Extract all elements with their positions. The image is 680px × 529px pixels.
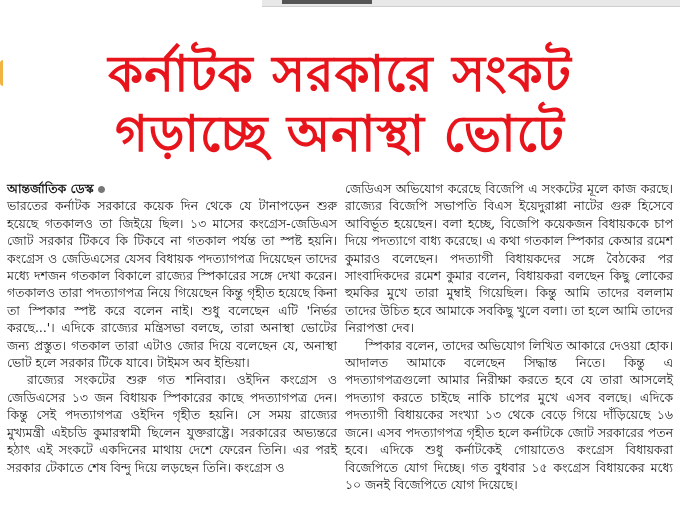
- article-column-right: [345, 180, 673, 493]
- paragraph: রাজ্যের সংকটের শুরু গত শনিবার। ওইদিন কংগ্রেস ও জেডিএসের ১৩ জন বিধায়ক স্পিকারের কাছে পদত্যাগপত্র দেন। কিন্তু সেই পদত্যাগপত্র ওইদিন গৃহীত হয়নি। সে সময় রাজ্যের মুখ্যমন্ত্রী এইচডি কুমারস্বামী ছিলেন যুক্তরাষ্ট্রে। সরকারের অভ্যন্তরে হঠাৎ এই সংকটে একদিনের মাথায় দেশে ফেরেন তিনি। এর পরই সরকার টেকাতে শেষ বিন্দু দিয়ে লড়ছেন তিনি। কংগ্রেস ও: [7, 372, 337, 475]
- article-column-left: [7, 180, 337, 476]
- top-dark-strip: [282, 0, 372, 4]
- paragraph: জেডিএস অভিযোগ করেছে বিজেপি এ সংকটের মূলে কাজ করছে। রাজ্যের বিজেপি সভাপতি বিএস ইয়েদুরাপ্পা নাটের গুরু হিসেবে আবির্ভূত হয়েছেন। বলা হচ্ছে, বিজেপি কয়েকজন বিধায়ককে চাপ দিয়ে পদত্যাগে বাধ্য করেছে। এ কথা গতকাল স্পিকার কেআর রমেশ কুমারও বলেছেন। পদত্যাগী বিধায়কদের সঙ্গে বৈঠকের পর সাংবাদিকদের রমেশ কুমার বলেন, বিধায়করা বলছেন কিছু লোকের হুমকির মুখে তারা মুম্বাই গিয়েছিল। কিন্তু আমি তাদের বললাম তাদের উচিত হবে আমাকে সবকিছু খুলে বলা। তা হলে আমি তাদের নিরাপত্তা দেব।: [345, 181, 673, 336]
- paragraph: ভারতের কর্নাটক সরকারে কয়েক দিন থেকে যে টানাপড়েন শুরু হয়েছে গতকালও তা জিইয়ে ছিল। ১৩ মাসের কংগ্রেস-জেডিএস জোট সরকার টিকবে কি টিকবে না গতকাল পর্যন্ত তা স্পষ্ট হয়নি। কংগ্রেস ও জেডিএসের যেসব বিধায়ক পদত্যাগপত্র দিয়েছেন তাদের মধ্যে দশজন গতকাল বিকালে রাজ্যের স্পিকারের সঙ্গে দেখা করেন। গতকালও তারা পদত্যাগপত্র নিয়ে গিয়েছেন কিন্তু গৃহীত হয়েছে কিনা তা স্পিকার স্পষ্ট করে বলেন নাই। শুধু বলেছেন এটি 'নির্ভর করছে...'। এদিকে রাজ্যের মন্ত্রিসভা বলছে, তারা অনাস্থা ভোটের জন্য প্রস্তুত। গতকাল তারা এটাও জোর দিয়ে বলেছেন যে, অনাস্থা ভোট হলে সরকার টিকে যাবে। টাইমস অব ইন্ডিয়া।: [7, 198, 337, 371]
- bullet-icon: [98, 186, 105, 193]
- paragraph: স্পিকার বলেন, তাদের অভিযোগ লিখিত আকারে দেওয়া হোক। আদালত আমাকে বলেছেন সিদ্ধান্ত নিতে। কিন্তু এ পদত্যাগপত্রগুলো আমার নিরীক্ষা করতে হবে যে তারা আসলেই পদত্যাগ করতে চাইছে নাকি চাপের মুখে এসব বলছে। এদিকে পদত্যাগী বিধায়কের সংখ্যা ১৩ থেকে বেড়ে গিয়ে দাঁড়িয়েছে ১৬ জনে। এসব পদত্যাগপত্র গৃহীত হলে কর্নাটকে জোট সরকারের পতন হবে। এদিকে শুধু কর্নাটকেই গোয়াতেও কংগ্রেস বিধায়করা বিজেপিতে যোগ দিচ্ছে। গত বুধবার ১৫ কংগ্রেস বিধায়কের মধ্যে ১০ জনই বিজেপিতে যোগ দিয়েছে।: [345, 337, 673, 492]
- headline-line-1: কর্নাটক সরকারে সংকট: [108, 45, 572, 103]
- headline: [0, 44, 680, 164]
- headline-line-2: গড়াচ্ছে অনাস্থা ভোটে: [115, 105, 565, 163]
- dateline: আন্তর্জাতিক ডেস্ক: [7, 181, 94, 196]
